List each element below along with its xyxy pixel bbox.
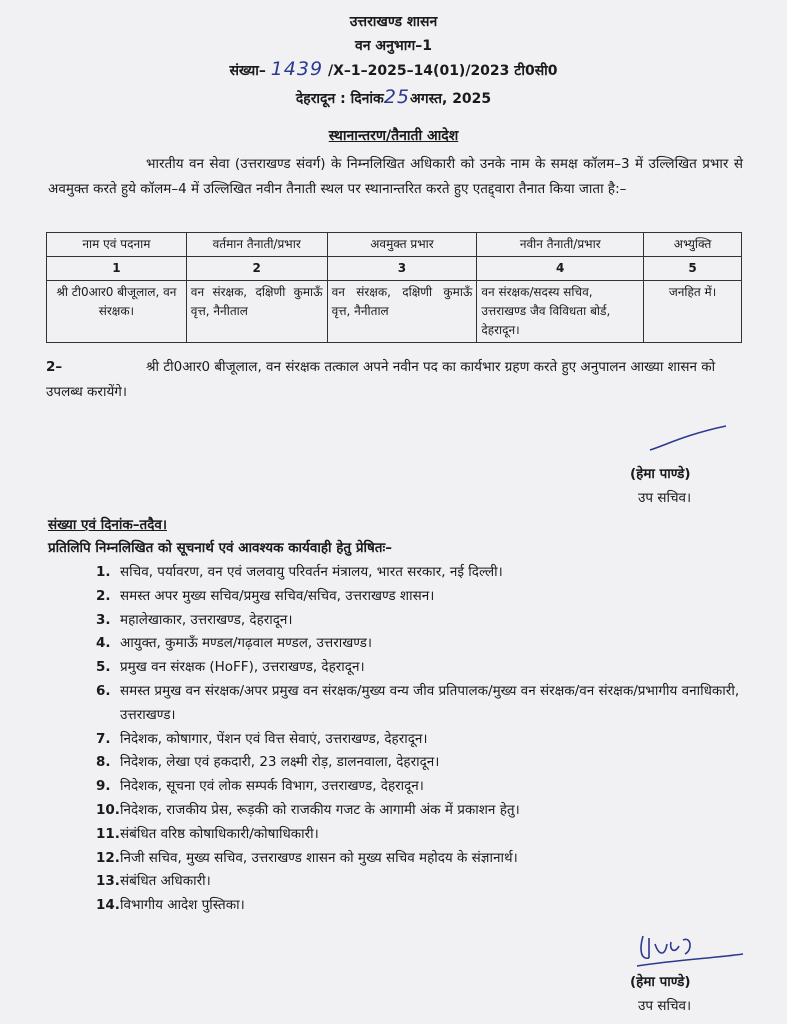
transfer-table [46, 232, 742, 343]
list-item-number: 9. [96, 778, 111, 795]
table-column-number-row [47, 257, 742, 281]
column-number: 3 [327, 257, 477, 281]
paragraph-number: 2– [46, 359, 63, 375]
officer-name-cell: श्री टी0आर0 बीजूलाल, वन संरक्षक। [47, 281, 187, 343]
list-item [96, 799, 746, 823]
list-item-number: 14. [96, 897, 120, 914]
current-posting-cell: वन संरक्षक, दक्षिणी कुमाऊँ वृत्त, नैनीताल [186, 281, 327, 343]
copy-to-line: प्रतिलिपि निम्नलिखित को सूचनार्थ एवं आवश्यक कार्यवाही हेतु प्रेषितः– [48, 540, 392, 556]
column-number: 1 [47, 257, 187, 281]
list-item-number: 7. [96, 730, 111, 747]
intro-paragraph: भारतीय वन सेवा (उत्तराखण्ड संवर्ग) के निम्नलिखित अधिकारी को उनके नाम के समक्ष कॉलम–3 में उल्लिखित प्रभार से अवमुक्त करते हुये कॉलम–4 में उल्लिखित नवीन तैनाती स्थल पर स्थानान्तरित करते हुए एतद्द्वारा तैनात किया जाता है:– [48, 156, 743, 197]
list-item-text: निदेशक, सूचना एवं लोक सम्पर्क विभाग, उत्तराखण्ड, देहरादून। [120, 778, 424, 795]
list-item-text: निजी सचिव, मुख्य सचिव, उत्तराखण्ड शासन को मुख्य सचिव महोदय के संज्ञानार्थ। [120, 849, 518, 866]
copy-recipient-list [96, 561, 746, 918]
list-item-number: 12. [96, 849, 120, 866]
list-item [96, 847, 746, 871]
number-suffix: /X–1–2025–14(01)/2023 टी0सी0 [327, 63, 558, 79]
list-item [96, 751, 746, 775]
signatory-name: (हेमा पाण्डे) [630, 466, 691, 482]
number-label: संख्या– [229, 63, 266, 79]
list-item-text: निदेशक, राजकीय प्रेस, रूड़की को राजकीय गजट के आगामी अंक में प्रकाशन हेतु। [120, 801, 520, 818]
list-item-text: संबंधित अधिकारी। [120, 873, 211, 890]
list-item [96, 609, 746, 633]
order-title-wrap [0, 126, 787, 145]
list-item [96, 656, 746, 680]
list-item-number: 10. [96, 801, 120, 818]
order-number-line [0, 58, 787, 80]
list-item [96, 775, 746, 799]
list-item-number: 3. [96, 611, 111, 628]
government-name: उत्तराखण्ड शासन [349, 14, 438, 30]
handwritten-date: 25 [383, 86, 410, 108]
list-item-text: निदेशक, कोषागार, पेंशन एवं वित्त सेवाएं, उत्तराखण्ड, देहरादून। [120, 730, 428, 747]
signatory-designation-2: उप सचिव। [638, 998, 692, 1014]
list-item-text: सचिव, पर्यावरण, वन एवं जलवायु परिवर्तन मंत्रालय, भारत सरकार, नई दिल्ली। [120, 564, 503, 580]
place-date-line [0, 86, 787, 108]
place-date-prefix: देहरादून : दिनांक [295, 91, 384, 107]
list-item-text: संबंधित वरिष्ठ कोषाधिकारी/कोषाधिकारी। [120, 825, 319, 842]
list-item [96, 561, 746, 585]
list-item [96, 728, 746, 752]
column-number: 2 [186, 257, 327, 281]
list-item-text: आयुक्त, कुमाऊँ मण्डल/गढ़वाल मण्डल, उत्तराखण्ड। [120, 635, 373, 652]
list-item-text: विभागीय आदेश पुस्तिका। [120, 897, 245, 914]
list-item-number: 5. [96, 659, 111, 676]
signatory-designation: उप सचिव। [638, 490, 692, 506]
list-item [96, 870, 746, 894]
list-item [96, 632, 746, 656]
list-item [96, 823, 746, 847]
new-posting-cell: वन संरक्षक/सदस्य सचिव, उत्तराखण्ड जैव विविधता बोर्ड, देहरादून। [477, 281, 644, 343]
table-header-cell: वर्तमान तैनाती/प्रभार [186, 233, 327, 257]
table-row [47, 281, 742, 343]
list-item-number: 13. [96, 873, 120, 890]
table-header-cell: अभ्युक्ति [644, 233, 742, 257]
list-item-text: प्रमुख वन संरक्षक (HoFF), उत्तराखण्ड, देहरादून। [120, 659, 365, 676]
table-header-row [47, 233, 742, 257]
list-item [96, 894, 746, 918]
list-item-number: 1. [96, 564, 111, 580]
remarks-cell: जनहित में। [644, 281, 742, 343]
table-header-cell: अवमुक्त प्रभार [327, 233, 477, 257]
table-header-cell: नाम एवं पदनाम [47, 233, 187, 257]
handwritten-order-number: 1439 [270, 58, 324, 80]
relieved-charge-cell: वन संरक्षक, दक्षिणी कुमाऊँ वृत्त, नैनीताल [327, 281, 477, 343]
signature-mark-2 [635, 930, 745, 970]
list-item-number: 11. [96, 825, 120, 842]
list-item [96, 585, 746, 609]
paragraph-2-text: श्री टी0आर0 बीजूलाल, वन संरक्षक तत्काल अपने नवीन पद का कार्यभार ग्रहण करते हुए अनुपालन आख्या शासन को उपलब्ध करायेंगे। [46, 359, 716, 400]
date-suffix: अगस्त, 2025 [410, 91, 492, 107]
column-number: 4 [477, 257, 644, 281]
paragraph-2 [46, 355, 743, 405]
signatory-name-2: (हेमा पाण्डे) [630, 974, 691, 990]
order-title: स्थानान्तरण/तैनाती आदेश [328, 128, 459, 144]
list-item-text: निदेशक, लेखा एवं हकदारी, 23 लक्ष्मी रोड़, डालनवाला, देहरादून। [120, 754, 440, 771]
list-item-number: 6. [96, 682, 111, 699]
list-item-text: महालेखाकार, उत्तराखण्ड, देहरादून। [120, 611, 293, 628]
list-item-text: समस्त अपर मुख्य सचिव/प्रमुख सचिव/सचिव, उत्तराखण्ड शासन। [120, 587, 435, 604]
reference-line: संख्या एवं दिनांक–तदैव। [48, 517, 167, 533]
section-name: वन अनुभाग–1 [355, 38, 432, 54]
table-header-cell: नवीन तैनाती/प्रभार [477, 233, 644, 257]
column-number: 5 [644, 257, 742, 281]
list-item-text: समस्त प्रमुख वन संरक्षक/अपर प्रमुख वन संरक्षक/मुख्य वन्य जीव प्रतिपालक/मुख्य वन संरक्षक/वन संरक्षक/प्रभागीय वनाधिकारी, उत्तराखण्ड। [120, 682, 740, 723]
list-item [96, 680, 746, 728]
list-item-number: 2. [96, 587, 111, 604]
list-item-number: 4. [96, 635, 111, 652]
signature-mark [648, 424, 728, 452]
list-item-number: 8. [96, 754, 111, 771]
